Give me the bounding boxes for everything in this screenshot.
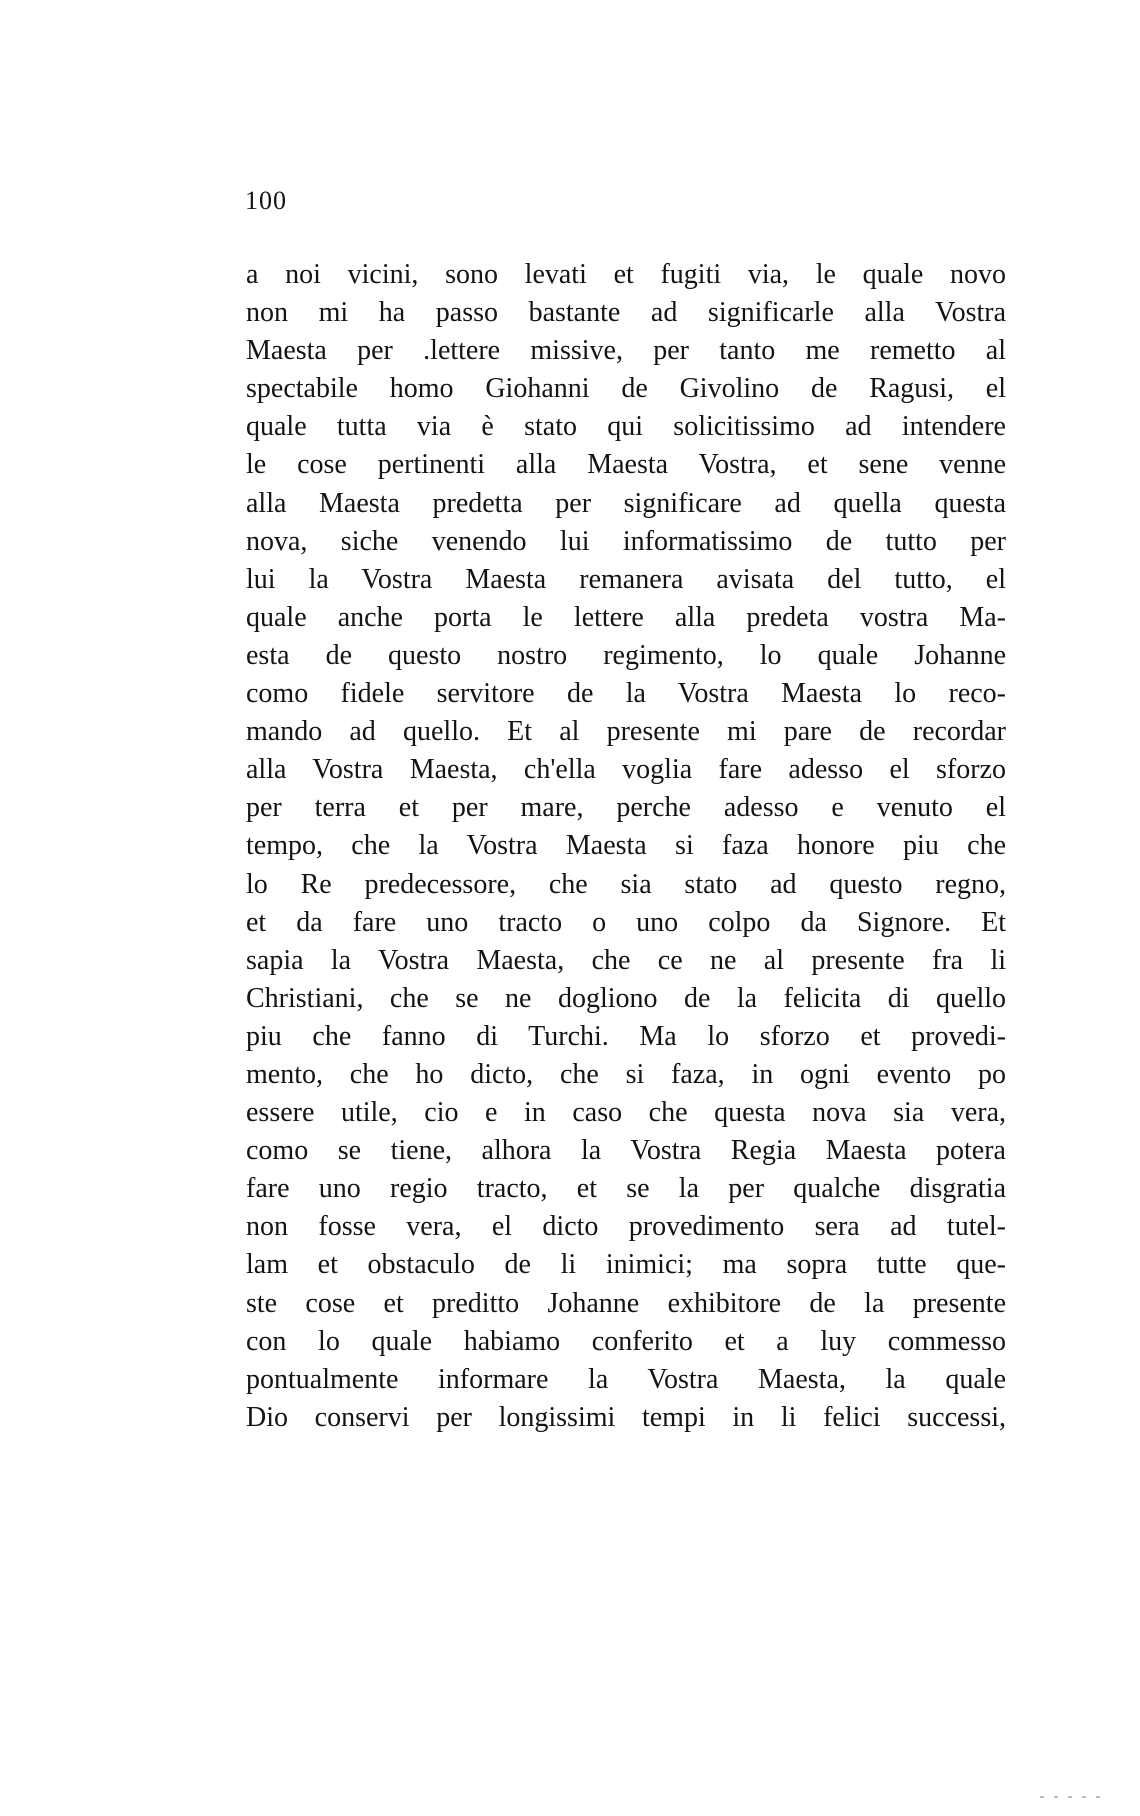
text-line: lam et obstaculo de li inimici; ma sopra tutte que-	[246, 1249, 1006, 1281]
text-line: le cose pertinenti alla Maesta Vostra, et sene venne	[246, 449, 1006, 481]
text-line: non fosse vera, el dicto provedimento sera ad tutel-	[246, 1211, 1006, 1243]
text-line: fare uno regio tracto, et se la per qualche disgratia	[246, 1173, 1006, 1205]
text-line: como fidele servitore de la Vostra Maesta lo reco-	[246, 678, 1006, 710]
text-line: mando ad quello. Et al presente mi pare de recordar	[246, 716, 1006, 748]
text-line: alla Maesta predetta per significare ad quella questa	[246, 487, 1006, 519]
text-line: Dio conservi per longissimi tempi in li felici successi,	[246, 1401, 1006, 1433]
text-line: ste cose et preditto Johanne exhibitore de la presente	[246, 1287, 1006, 1319]
text-line: con lo quale habiamo conferito et a luy commesso	[246, 1325, 1006, 1357]
text-line: esta de questo nostro regimento, lo quale Johanne	[246, 639, 1006, 671]
body-text	[246, 256, 1006, 1437]
text-line: tempo, che la Vostra Maesta si faza honore piu che	[246, 830, 1006, 862]
text-line: Christiani, che se ne dogliono de la felicita di quello	[246, 982, 1006, 1014]
text-line: nova, siche venendo lui informatissimo de tutto per	[246, 525, 1006, 557]
text-line: pontualmente informare la Vostra Maesta, la quale	[246, 1363, 1006, 1395]
text-line: quale tutta via è stato qui solicitissimo ad intendere	[246, 411, 1006, 443]
text-line: quale anche porta le lettere alla predeta vostra Ma-	[246, 601, 1006, 633]
text-line: lui la Vostra Maesta remanera avisata del tutto, el	[246, 563, 1006, 595]
text-line: mento, che ho dicto, che si faza, in ogni evento po	[246, 1058, 1006, 1090]
text-line: como se tiene, alhora la Vostra Regia Maesta potera	[246, 1135, 1006, 1167]
text-line: et da fare uno tracto o uno colpo da Signore. Et	[246, 906, 1006, 938]
text-line: lo Re predecessore, che sia stato ad questo regno,	[246, 868, 1006, 900]
text-line: piu che fanno di Turchi. Ma lo sforzo et provedi-	[246, 1020, 1006, 1052]
text-line: alla Vostra Maesta, ch'ella voglia fare adesso el sforzo	[246, 754, 1006, 786]
text-line: sapia la Vostra Maesta, che ce ne al presente fra li	[246, 944, 1006, 976]
text-line: Maesta per .lettere missive, per tanto me remetto al	[246, 335, 1006, 367]
text-line: non mi ha passo bastante ad significarle alla Vostra	[246, 297, 1006, 329]
scan-edge-mark	[1040, 1796, 1100, 1798]
page-number: 100	[245, 186, 287, 215]
text-line: per terra et per mare, perche adesso e venuto el	[246, 792, 1006, 824]
text-line: essere utile, cio e in caso che questa nova sia vera,	[246, 1097, 1006, 1129]
text-line: spectabile homo Giohanni de Givolino de Ragusi, el	[246, 373, 1006, 405]
text-line: a noi vicini, sono levati et fugiti via, le quale novo	[246, 259, 1006, 290]
